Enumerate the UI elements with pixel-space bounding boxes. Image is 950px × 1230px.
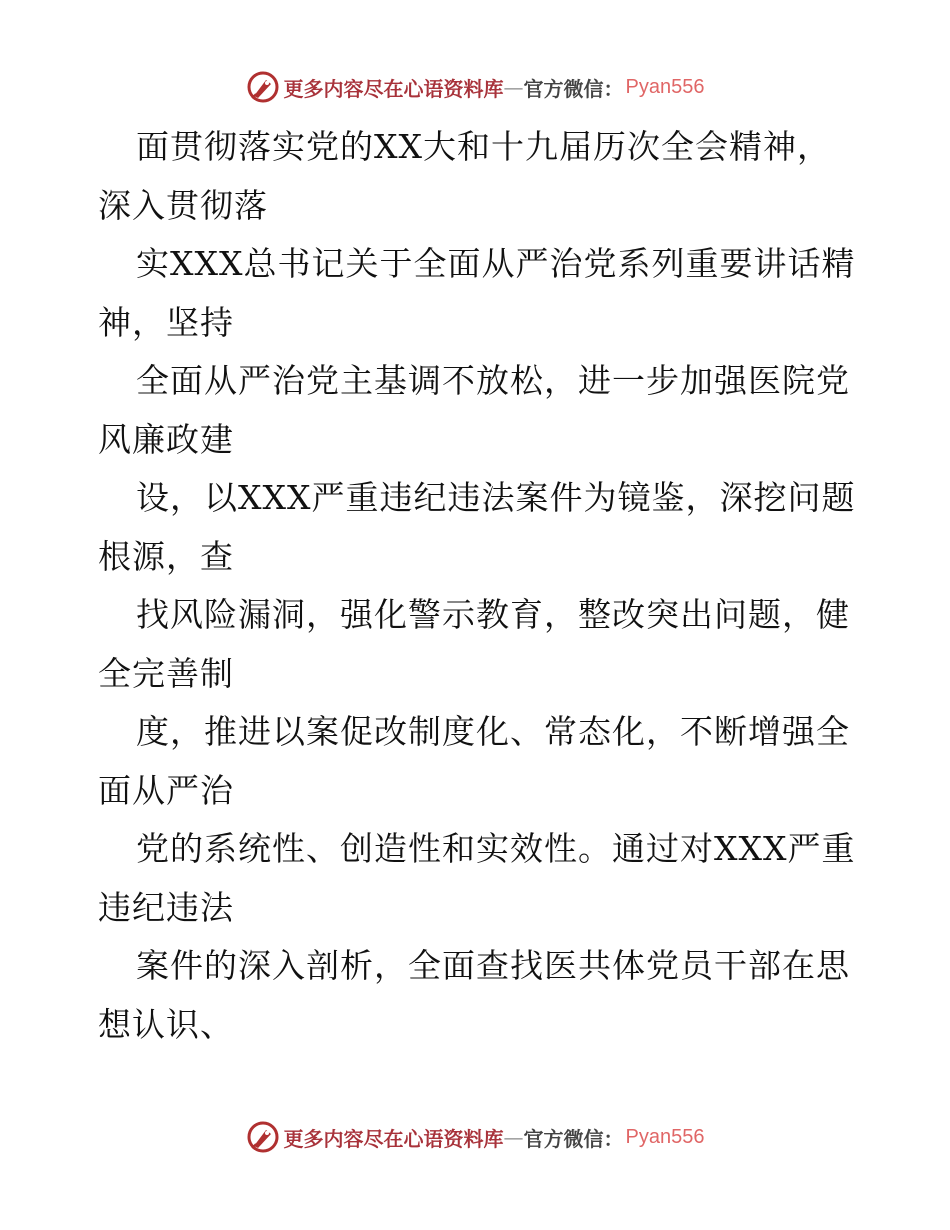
banner-wechat-label: 官方微信： — [523, 76, 624, 101]
pen-nib-logo-icon — [246, 1120, 280, 1154]
text-line: 案件的深入剖析，全面查找医共体党员干部在思 — [136, 946, 850, 985]
banner-wechat-id: Pyan556 — [625, 1125, 705, 1148]
text-line: 面贯彻落实党的XX大和十九届历次全会精神， — [136, 127, 831, 166]
text-line: 想认识、 — [98, 1004, 234, 1044]
text-line: 根源，查 — [98, 536, 234, 576]
text-line: 面从严治 — [98, 770, 234, 810]
banner-wechat-id: Pyan556 — [625, 75, 705, 98]
text-line: 度，推进以案促改制度化、常态化，不断增强全 — [136, 712, 850, 751]
banner-wechat-label: 官方微信： — [523, 1126, 624, 1151]
text-line: 设，以XXX严重违纪违法案件为镜鉴，深挖问题 — [136, 478, 856, 517]
document-body — [98, 118, 858, 1054]
text-line: 风廉政建 — [98, 419, 234, 459]
text-line: 党的系统性、创造性和实效性。通过对XXX严重 — [136, 829, 856, 868]
footer-banner — [0, 1120, 950, 1154]
text-line: 全完善制 — [98, 653, 234, 693]
text-line: 神，坚持 — [98, 302, 234, 342]
header-banner — [0, 70, 950, 104]
banner-site-text: 更多内容尽在心语资料库 — [283, 1126, 504, 1151]
banner-separator: — — [503, 75, 524, 99]
text-line: 全面从严治党主基调不放松，进一步加强医院党 — [136, 361, 850, 400]
banner-separator: — — [503, 1125, 524, 1149]
text-line: 深入贯彻落 — [98, 185, 268, 225]
pen-nib-logo-icon — [246, 70, 280, 104]
banner-site-text: 更多内容尽在心语资料库 — [283, 76, 504, 101]
text-line: 实XXX总书记关于全面从严治党系列重要讲话精 — [136, 244, 856, 283]
text-line: 找风险漏洞，强化警示教育，整改突出问题，健 — [136, 595, 850, 634]
text-line: 违纪违法 — [98, 887, 234, 927]
